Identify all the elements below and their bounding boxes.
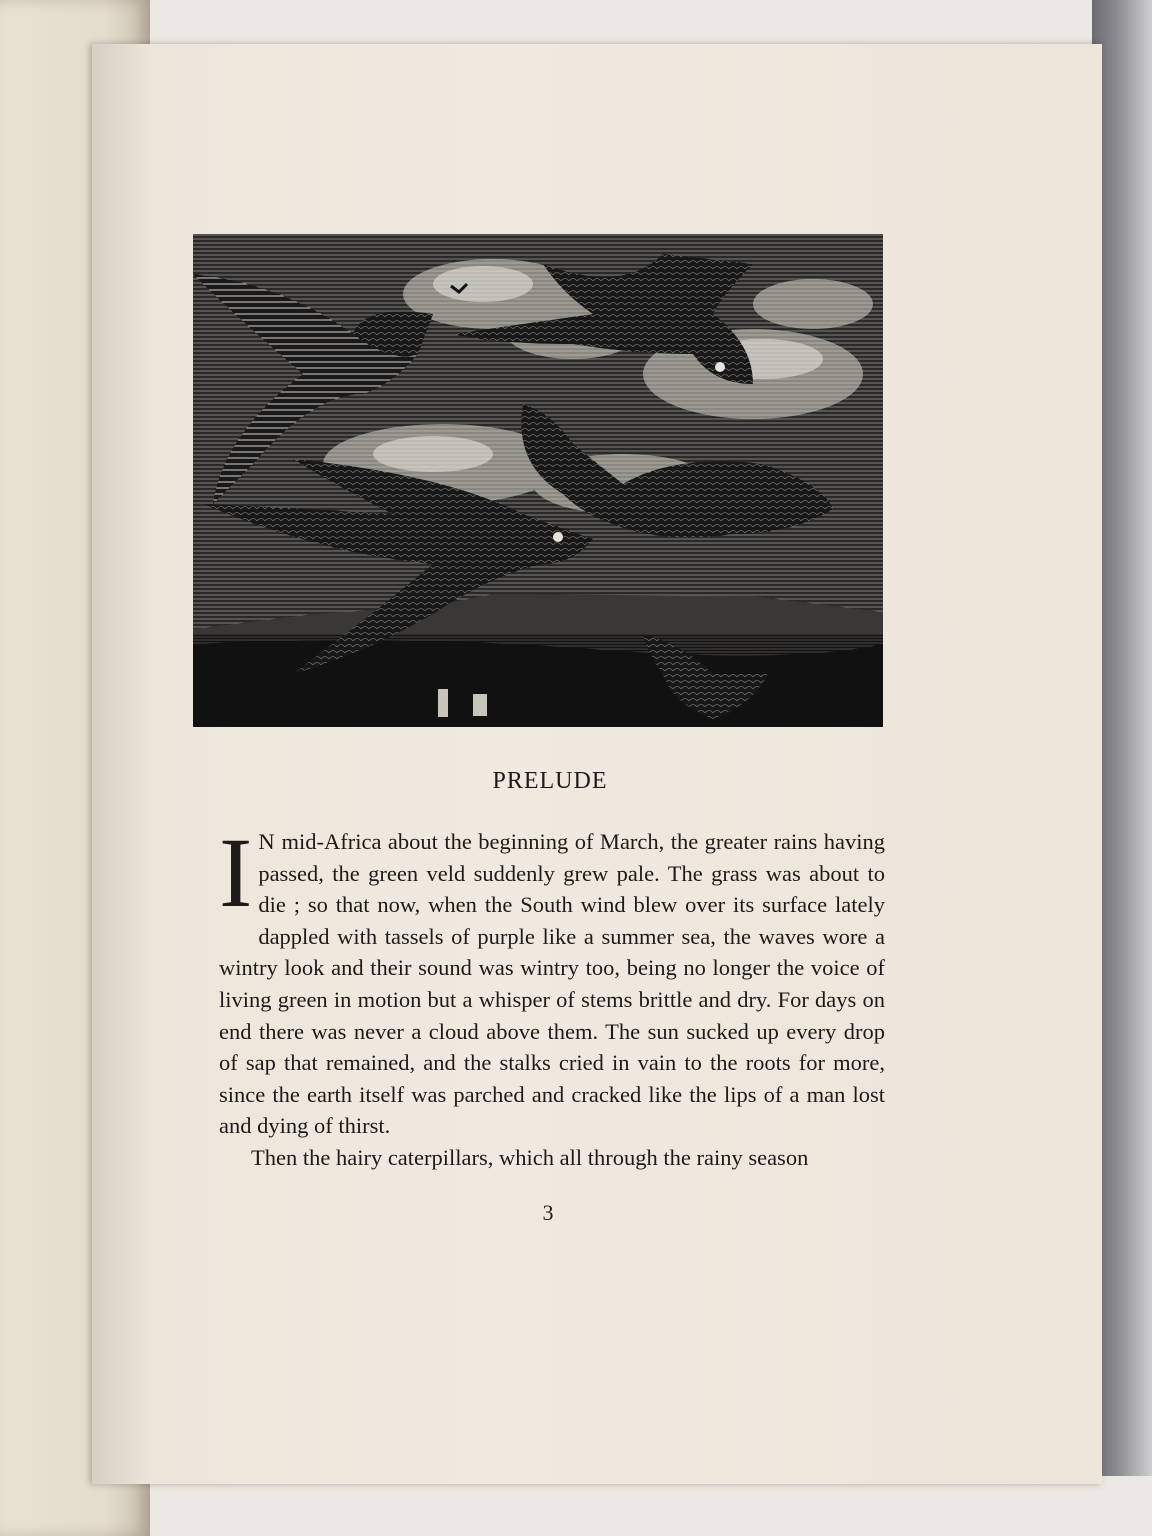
body-text <box>219 817 885 1174</box>
bird-engraving-illustration <box>193 234 883 727</box>
chapter-title: PRELUDE <box>492 768 608 794</box>
paragraph-1 <box>219 817 885 1142</box>
page-number: 3 <box>542 1200 554 1225</box>
background-bottom <box>0 1476 1152 1536</box>
paragraph-1-text: mid-Africa about the beginning of March, the greater rains having passed, the green veld suddenly grew pale. The grass was about to die ; so that now, when the South wind blew over its surface lately dappled with tassels of purple like a summer sea, the waves wore a wintry look and their sound was wintry too, being no longer the voice of living green in motion but a whisper of stems brittle and dry. For days on end there was never a cloud above them. The sun sucked up every drop of sap that remained, and the stalks cried in vain to the roots for more, since the earth itself was parched and cracked like the lips of a man lost and dying of thirst. <box>219 829 885 1139</box>
paragraph-2: Then the hairy caterpillars, which all through the rainy season <box>251 1144 809 1170</box>
lead-caps: N <box>258 829 276 854</box>
drop-cap: I <box>219 817 253 928</box>
flying-birds-engraving-icon <box>193 234 883 727</box>
